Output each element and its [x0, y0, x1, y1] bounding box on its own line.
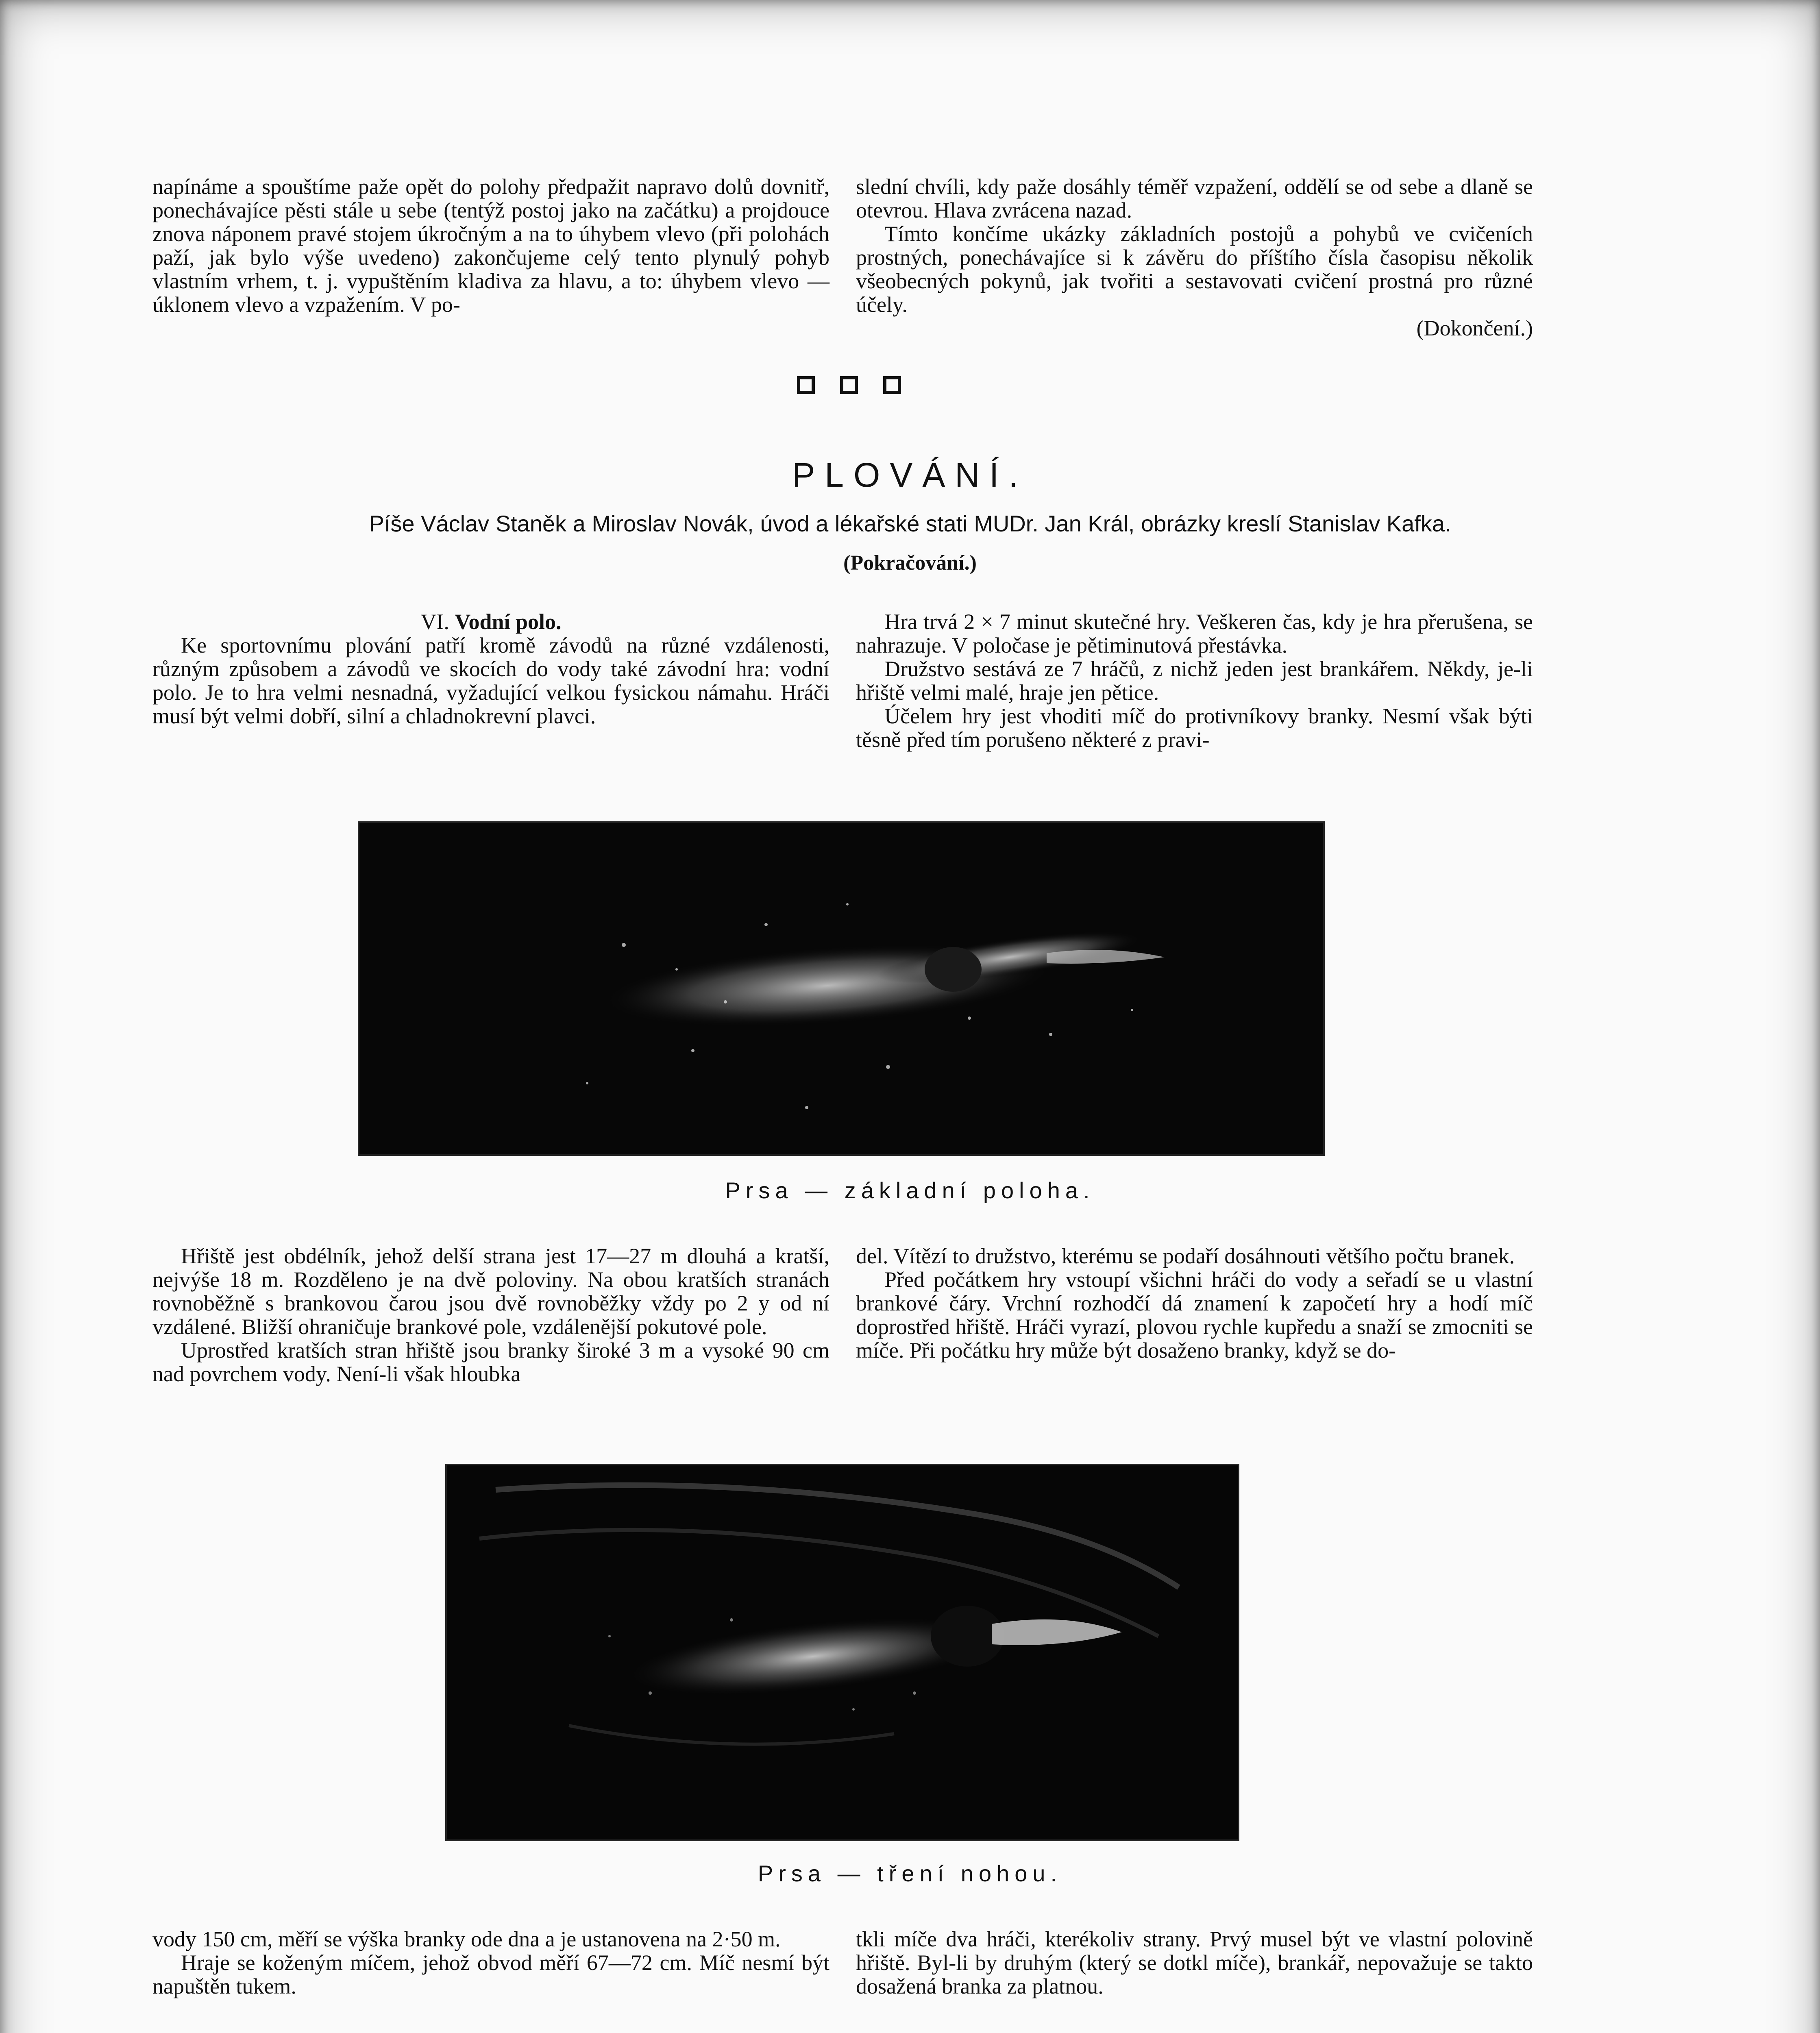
divider-square-icon	[797, 376, 815, 394]
section-heading	[152, 610, 829, 633]
photo1-caption: Prsa — základní poloha.	[725, 1178, 1095, 1203]
swimmer-leg-kick-image	[447, 1465, 1238, 1839]
photo2-caption: Prsa — tření nohou.	[758, 1861, 1062, 1886]
top-right-paragraph-2: Tímto končíme ukázky základních postojů a pohybů ve cvičeních prostných, ponechávajíce si k závěru do příštího čísla časopisu několik všeobecných pokynů, jak tvořiti a sestavovati cvičení prostná pro různé účely.	[856, 222, 1533, 317]
section-title: Vodní polo.	[455, 609, 562, 634]
middle-left-paragraph-1: Hřiště jest obdélník, jehož delší strana jest 17—27 m dlouhá a kratší, nejvýše 18 m. Rozděleno je na dvě poloviny. Na obou kratších stranách rovnoběžně s brankovou čarou jsou dvě rovnoběžky vždy po 2 y od ní vzdálené. Bližší ohraničuje brankové pole, vzdálenější pokutové pole.	[152, 1244, 829, 1339]
bottom-left-paragraph-2: Hraje se koženým míčem, jehož obvod měří 67—72 cm. Míč nesmí být napuštěn tukem.	[152, 1950, 829, 1998]
intro-paragraph: Ke sportovnímu plování patří kromě závodů na různé vzdálenosti, různým způsobem a závodů ve skocích do vody také závodní hra: vodní polo. Je to hra velmi nesnadná, vyžadující velkou fysickou námahu. Hráči musí být velmi dobří, silní a chladnokrevní plavci.	[152, 633, 829, 728]
middle-right-paragraph-1: del. Vítězí to družstvo, kterému se podaří dosáhnouti většího počtu branek.	[856, 1244, 1515, 1268]
middle-right-paragraph-2: Před počátkem hry vstoupí všichni hráči do vody a seřadí se u vlastní brankové čáry. Vrchní rozhodčí dá znamení k započetí hry a hodí míč doprostřed hřiště. Hráči vyrazí, plovou rychle kupředu a snaží se zmocniti se míče. Při počátku hry může být dosaženo branky, když se do-	[856, 1267, 1533, 1363]
middle-left-column	[152, 1244, 829, 1386]
rules-paragraph-1: Hra trvá 2 × 7 minut skutečné hry. Veškeren čas, kdy je hra přerušena, se nahrazuje. V poločase je pětiminutová přestávka.	[856, 609, 1533, 657]
continued-note: (Pokračování.)	[843, 551, 977, 575]
swimmer-photo-leg-kick	[445, 1464, 1239, 1841]
middle-right-column	[856, 1244, 1533, 1362]
section-number: VI.	[420, 609, 449, 634]
bottom-left-column	[152, 1927, 829, 1998]
swimmer-basic-position-image	[359, 823, 1323, 1154]
article-left-column	[152, 610, 829, 728]
top-right-paragraph-1: slední chvíli, kdy paže dosáhly téměř vzpažení, oddělí se od sebe a dlaně se otevrou. Hlava zvrácena nazad.	[856, 174, 1533, 222]
top-right-column	[856, 175, 1533, 340]
article-title: PLOVÁNÍ.	[792, 456, 1028, 494]
rules-paragraph-2: Družstvo sestává ze 7 hráčů, z nichž jeden jest brankářem. Někdy, je-li hřiště velmi malé, hraje jen pětice.	[856, 657, 1533, 705]
middle-left-paragraph-2: Uprostřed kratších stran hřiště jsou branky široké 3 m a vysoké 90 cm nad povrchem vody. Není-li však hloubka	[152, 1338, 829, 1386]
swimmer-photo-basic-position	[358, 821, 1325, 1156]
top-left-column	[152, 175, 829, 316]
bottom-right-paragraph-1: tkli míče dva hráči, kterékoliv strany. Prvý musel být ve vlastní polovině hřiště. Byl-li by druhým (který se dotkl míče), brankář, nepovažuje se takto dosažená branka za platnou.	[856, 1927, 1533, 1998]
divider-square-icon	[840, 376, 858, 394]
bottom-left-paragraph-1: vody 150 cm, měří se výška branky ode dna a je ustanovena na 2·50 m.	[152, 1927, 781, 1951]
section-divider	[797, 376, 901, 394]
top-left-paragraph: napínáme a spouštíme paže opět do polohy předpažit napravo dolů dovnitř, ponechávajíce pěsti stále u sebe (tentýž postoj jako na začátku) a projdouce znova náponem pravé stojem úkročným a na to úhybem vlevo (při polohách paží, jak bylo výše uvedeno) zakončujeme celý tento plynulý pohyb vlastním vrhem, t. j. vypuštěním kladiva za hlavu, a to: úhybem vlevo — úklonem vlevo a vzpažením. V po-	[152, 174, 829, 317]
divider-square-icon	[883, 376, 901, 394]
article-right-column	[856, 610, 1533, 751]
article-byline: Píše Václav Staněk a Miroslav Novák, úvod a lékařské stati MUDr. Jan Král, obrázky kreslí Stanislav Kafka.	[369, 511, 1451, 536]
concluded-note: (Dokončení.)	[1416, 316, 1533, 340]
rules-paragraph-3: Účelem hry jest vhoditi míč do protivníkovy branky. Nesmí však býti těsně před tím porušeno některé z pravi-	[856, 704, 1533, 752]
bottom-right-column	[856, 1927, 1533, 1998]
